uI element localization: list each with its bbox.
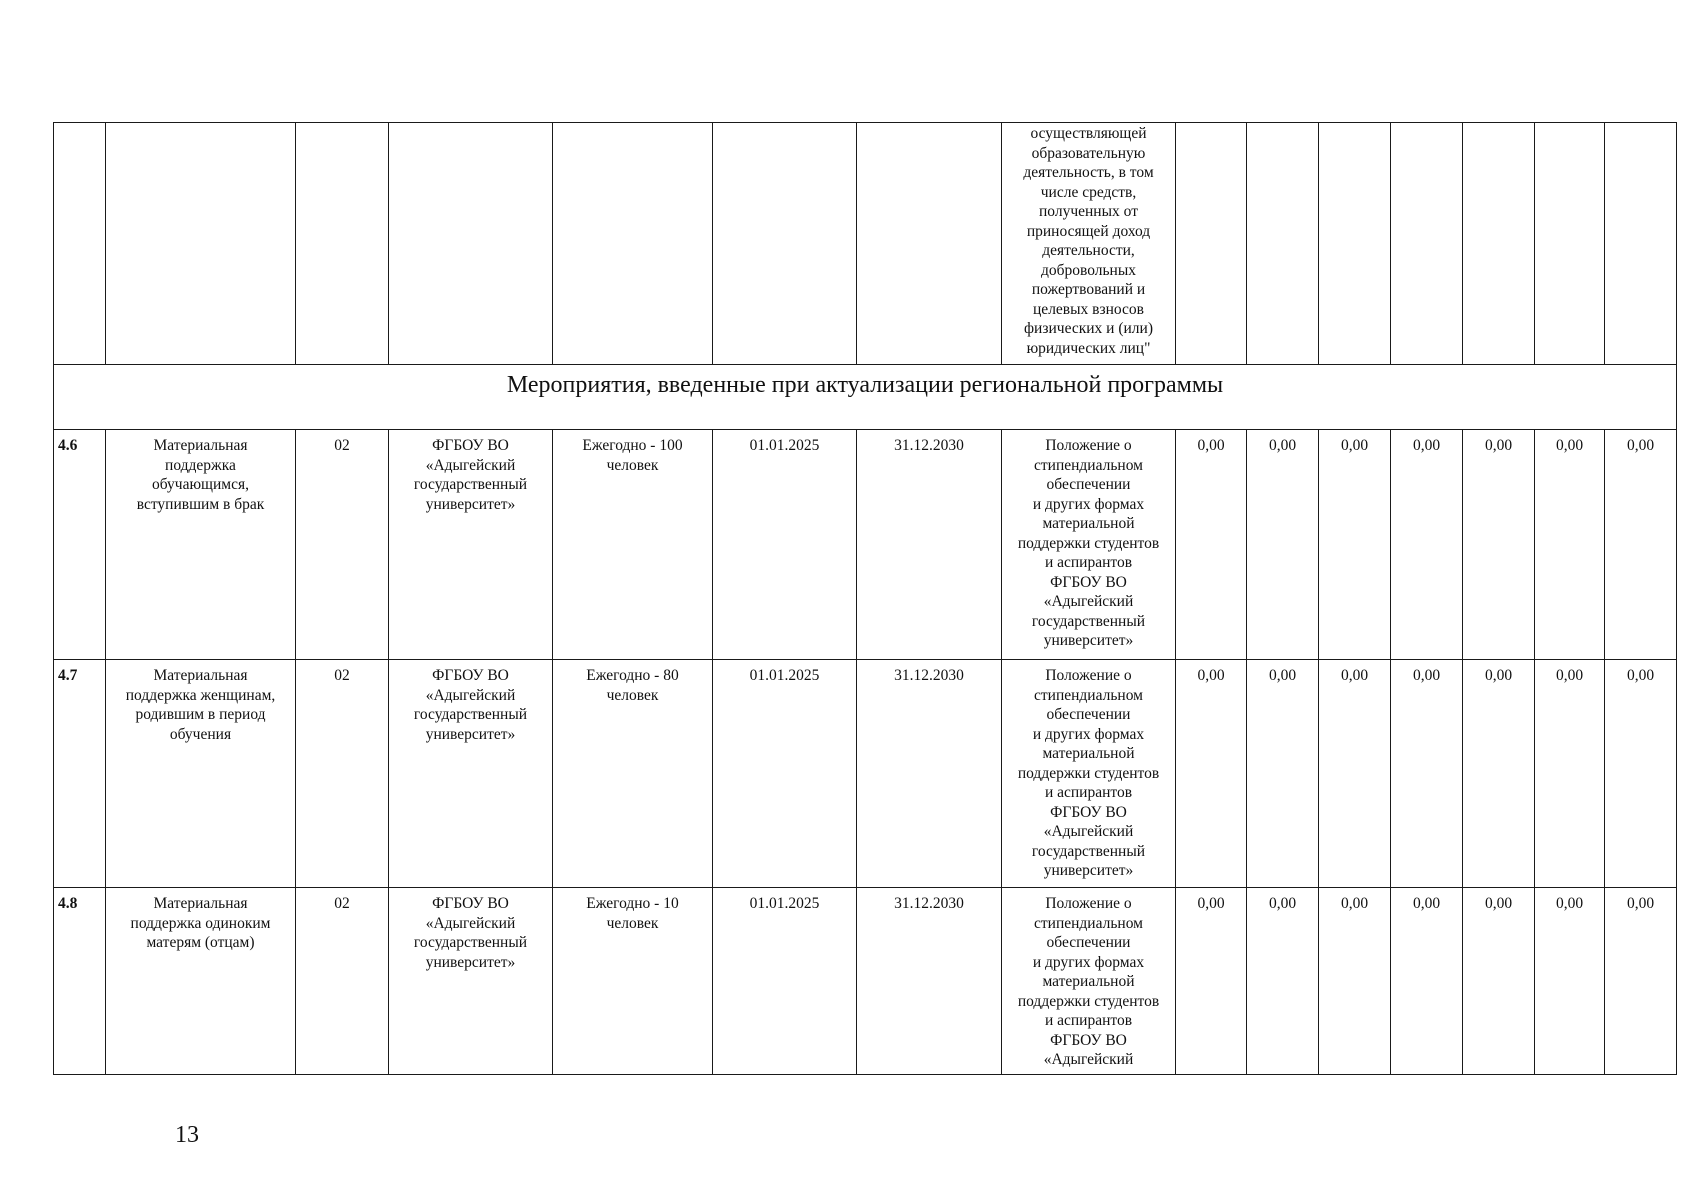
cell-fin (1391, 123, 1463, 365)
cell-executor: ФГБОУ ВО «Адыгейский государственный университет» (389, 430, 553, 660)
cell-fin: 0,00 (1463, 430, 1535, 660)
cell-start: 01.01.2025 (713, 888, 857, 1075)
cell-code: 02 (296, 430, 389, 660)
cell-end: 31.12.2030 (857, 888, 1002, 1075)
table-row (54, 888, 1677, 1075)
cell-fin: 0,00 (1605, 430, 1677, 660)
cell-fin: 0,00 (1319, 430, 1391, 660)
table-row-section (54, 365, 1677, 430)
cell-basis: Положение о стипендиальном обеспечении и других формах материальной поддержки студентов и аспирантов ФГБОУ ВО «Адыгейский государственный университет» (1002, 430, 1176, 660)
cell-code (296, 123, 389, 365)
cell-fin: 0,00 (1176, 430, 1247, 660)
cell-fin (1247, 123, 1319, 365)
cell-end: 31.12.2030 (857, 430, 1002, 660)
cell-fin (1463, 123, 1535, 365)
cell-basis: Положение о стипендиальном обеспечении и других формах материальной поддержки студентов и аспирантов ФГБОУ ВО «Адыгейский государственный университет» (1002, 660, 1176, 888)
cell-fin: 0,00 (1463, 660, 1535, 888)
cell-name (106, 123, 296, 365)
cell-scope: Ежегодно - 80 человек (553, 660, 713, 888)
cell-num (54, 123, 106, 365)
cell-fin (1535, 123, 1605, 365)
cell-fin: 0,00 (1176, 888, 1247, 1075)
cell-fin: 0,00 (1319, 888, 1391, 1075)
cell-code: 02 (296, 888, 389, 1075)
section-title: Мероприятия, введенные при актуализации региональной программы (54, 365, 1677, 430)
cell-fin: 0,00 (1319, 660, 1391, 888)
cell-fin (1605, 123, 1677, 365)
cell-basis: осуществляющей образовательную деятельность, в том числе средств, полученных от приносящей доход деятельности, добровольных пожертвований и целевых взносов физических и (или) юридических лиц" (1002, 123, 1176, 365)
cell-fin (1319, 123, 1391, 365)
cell-start (713, 123, 857, 365)
cell-name: Материальная поддержка обучающимся, вступившим в брак (106, 430, 296, 660)
cell-end (857, 123, 1002, 365)
cell-end: 31.12.2030 (857, 660, 1002, 888)
cell-name: Материальная поддержка одиноким матерям (отцам) (106, 888, 296, 1075)
cell-fin: 0,00 (1247, 888, 1319, 1075)
table-row-continuation (54, 123, 1677, 365)
cell-fin: 0,00 (1605, 660, 1677, 888)
cell-fin: 0,00 (1176, 660, 1247, 888)
cell-code: 02 (296, 660, 389, 888)
cell-fin: 0,00 (1391, 430, 1463, 660)
cell-fin: 0,00 (1535, 430, 1605, 660)
table-row (54, 430, 1677, 660)
cell-num: 4.6 (54, 430, 106, 660)
program-measures-table (53, 122, 1677, 1075)
cell-fin: 0,00 (1535, 888, 1605, 1075)
cell-start: 01.01.2025 (713, 660, 857, 888)
cell-fin: 0,00 (1247, 430, 1319, 660)
cell-fin: 0,00 (1535, 660, 1605, 888)
page-number: 13 (175, 1122, 199, 1148)
cell-num: 4.7 (54, 660, 106, 888)
cell-executor (389, 123, 553, 365)
cell-basis: Положение о стипендиальном обеспечении и других формах материальной поддержки студентов и аспирантов ФГБОУ ВО «Адыгейский (1002, 888, 1176, 1075)
cell-name: Материальная поддержка женщинам, родившим в период обучения (106, 660, 296, 888)
cell-scope (553, 123, 713, 365)
cell-fin: 0,00 (1605, 888, 1677, 1075)
cell-scope: Ежегодно - 10 человек (553, 888, 713, 1075)
cell-executor: ФГБОУ ВО «Адыгейский государственный университет» (389, 888, 553, 1075)
cell-fin: 0,00 (1391, 660, 1463, 888)
table-row (54, 660, 1677, 888)
cell-fin: 0,00 (1391, 888, 1463, 1075)
cell-start: 01.01.2025 (713, 430, 857, 660)
cell-fin (1176, 123, 1247, 365)
cell-scope: Ежегодно - 100 человек (553, 430, 713, 660)
cell-executor: ФГБОУ ВО «Адыгейский государственный университет» (389, 660, 553, 888)
cell-fin: 0,00 (1463, 888, 1535, 1075)
cell-fin: 0,00 (1247, 660, 1319, 888)
cell-num: 4.8 (54, 888, 106, 1075)
